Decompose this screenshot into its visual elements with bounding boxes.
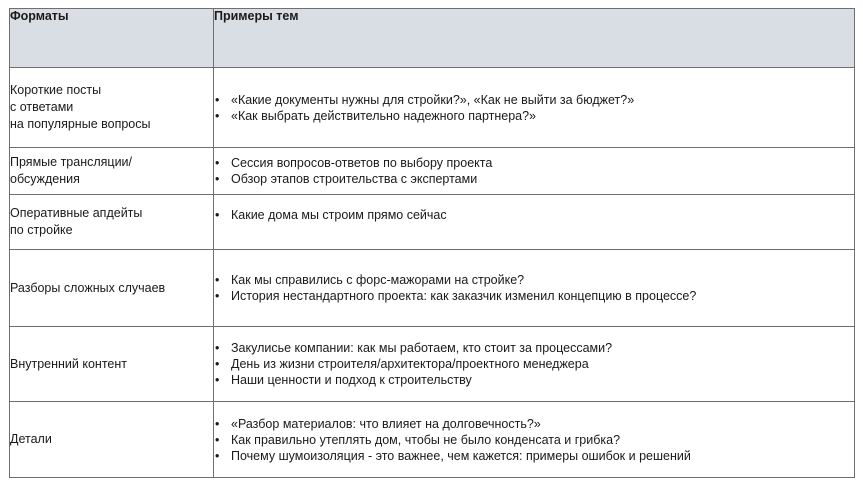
format-line: Разборы сложных случаев: [10, 280, 166, 295]
table-row: [10, 195, 855, 250]
example-item: • Сессия вопросов-ответов по выбору проекта: [214, 155, 854, 171]
examples-cell: [214, 327, 855, 402]
examples-list: [214, 155, 854, 187]
format-cell: [10, 250, 214, 327]
table-row: [10, 148, 855, 195]
example-item: • Какие дома мы строим прямо сейчас: [214, 207, 854, 223]
table-row: [10, 250, 855, 327]
content-formats-table: [9, 8, 855, 478]
format-line: обсуждения: [10, 172, 80, 186]
examples-cell: [214, 68, 855, 148]
example-item: • Обзор этапов строительства с экспертами: [214, 171, 854, 187]
example-item: • «Какие документы нужны для стройки?», «Как не выйти за бюджет?»: [214, 92, 854, 108]
example-item: • Почему шумоизоляция - это важнее, чем кажется: примеры ошибок и решений: [214, 448, 854, 464]
format-line: Короткие посты: [10, 83, 102, 97]
examples-cell: [214, 402, 855, 478]
examples-cell: [214, 250, 855, 327]
table-row: [10, 327, 855, 402]
format-line: Прямые трансляции/: [10, 155, 133, 169]
header-formats: Форматы: [10, 9, 214, 68]
example-item: • День из жизни строителя/архитектора/проектного менеджера: [214, 356, 854, 372]
examples-list: [214, 340, 854, 388]
example-item: • Наши ценности и подход к строительству: [214, 372, 854, 388]
format-cell: [10, 327, 214, 402]
format-cell: [10, 195, 214, 250]
example-item: • «Как выбрать действительно надежного партнера?»: [214, 108, 854, 124]
format-line: Оперативные апдейты: [10, 206, 143, 220]
examples-list: [214, 416, 854, 464]
example-item: • История нестандартного проекта: как заказчик изменил концепцию в процессе?: [214, 288, 854, 304]
examples-cell: [214, 195, 855, 250]
format-line: на популярные вопросы: [10, 117, 151, 131]
format-cell: [10, 68, 214, 148]
examples-list: [214, 272, 854, 304]
format-cell: [10, 402, 214, 478]
examples-list: [214, 92, 854, 124]
table-header-row: [10, 9, 855, 68]
format-line: Детали: [10, 432, 52, 446]
table-row: [10, 402, 855, 478]
example-item: • Закулисье компании: как мы работаем, кто стоит за процессами?: [214, 340, 854, 356]
example-item: • Как мы справились с форс-мажорами на стройке?: [214, 272, 854, 288]
format-line: с ответами: [10, 100, 74, 114]
table-row: [10, 68, 855, 148]
format-line: по стройке: [10, 223, 73, 237]
examples-cell: [214, 148, 855, 195]
example-item: • Как правильно утеплять дом, чтобы не было конденсата и грибка?: [214, 432, 854, 448]
format-cell: [10, 148, 214, 195]
header-topic-examples: Примеры тем: [214, 9, 855, 68]
example-item: • «Разбор материалов: что влияет на долговечность?»: [214, 416, 854, 432]
examples-list: [214, 207, 854, 223]
format-line: Внутренний контент: [10, 356, 127, 371]
